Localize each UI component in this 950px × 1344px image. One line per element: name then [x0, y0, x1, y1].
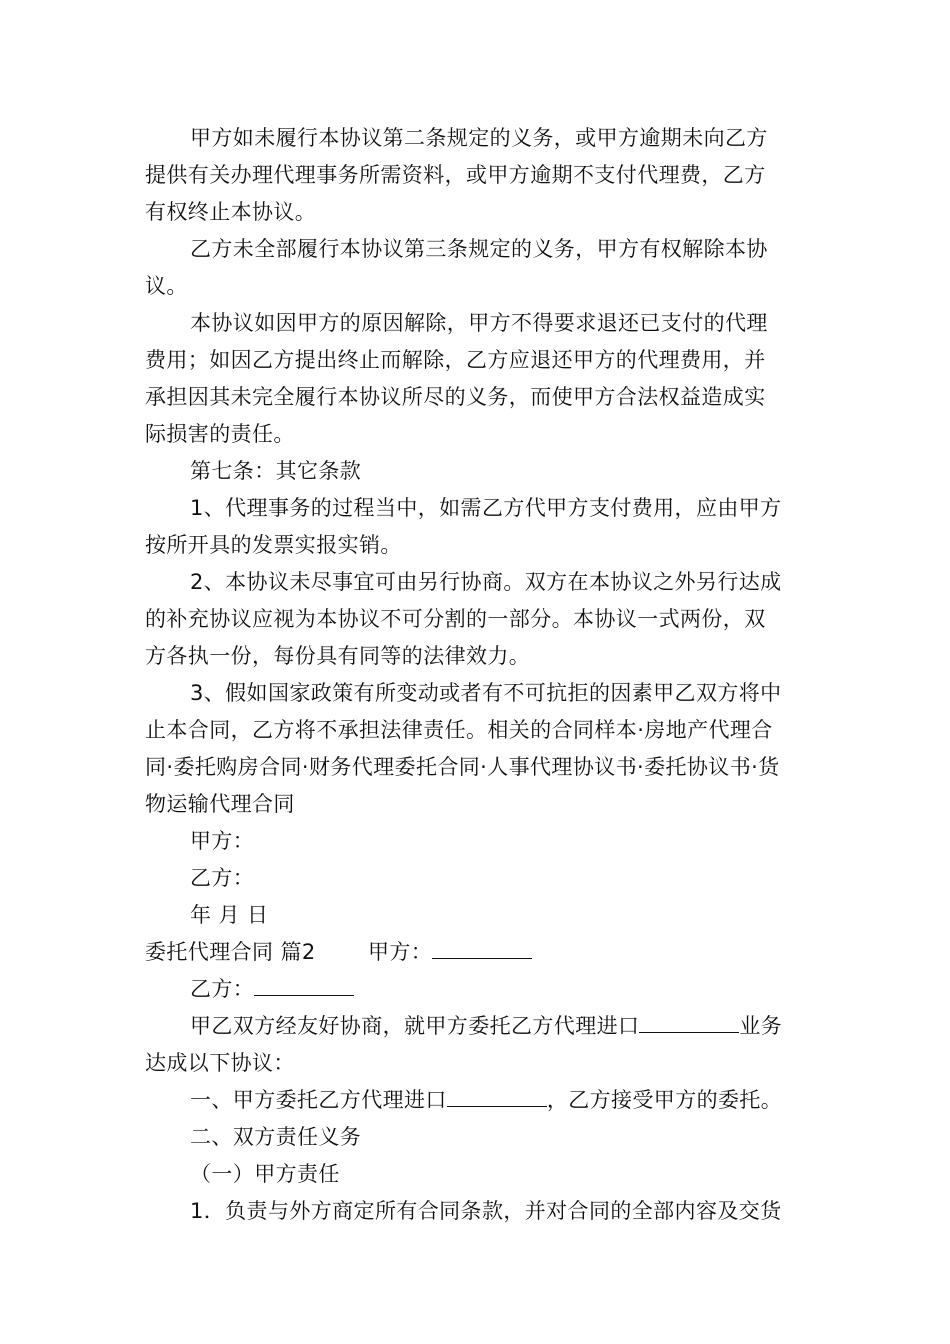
paragraph-line: 承担因其未完全履行本协议所尽的义务，而使甲方合法权益造成实 — [145, 385, 766, 409]
clause-text: 一、甲方委托乙方代理进口 — [190, 1088, 447, 1112]
section-heading: 二、双方责任义务 — [190, 1125, 362, 1149]
paragraph-line: 的补充协议应视为本协议不可分割的一部分。本协议一式两份，双 — [145, 607, 766, 631]
signature-date: 年 月 日 — [190, 903, 269, 927]
party-b-blank — [254, 975, 354, 996]
clause-line: 1．负责与外方商定所有合同条款，并对合同的全部内容及交货 — [190, 1199, 782, 1223]
paragraph-line: 1、代理事务的过程当中，如需乙方代甲方支付费用，应由甲方 — [190, 496, 782, 520]
party-a-blank — [432, 938, 532, 959]
party-a-signature: 甲方： — [190, 829, 255, 853]
section-heading: 第七条：其它条款 — [190, 459, 362, 483]
paragraph-line: 议。 — [145, 274, 188, 298]
paragraph-line: 本协议如因甲方的原因解除，甲方不得要求退还已支付的代理 — [190, 311, 768, 335]
clause-line — [190, 1086, 782, 1114]
paragraph-line: 提供有关办理代理事务所需资料，或甲方逾期不支付代理费，乙方 — [145, 163, 766, 187]
party-b-label: 乙方： — [190, 977, 255, 1001]
party-a-label: 甲方： — [368, 940, 433, 964]
import-item-blank — [639, 1012, 739, 1033]
clause-text: ，乙方接受甲方的委托。 — [546, 1088, 783, 1112]
party-a-field — [368, 938, 532, 966]
paragraph-line — [190, 1012, 782, 1040]
contract-title: 委托代理合同 篇2 — [145, 940, 316, 964]
paragraph-line: 按所开具的发票实报实销。 — [145, 533, 402, 557]
paragraph-text: 业务 — [739, 1014, 783, 1038]
import-item-blank — [447, 1086, 547, 1107]
paragraph-line: 有权终止本协议。 — [145, 200, 317, 224]
paragraph-text: 甲乙双方经友好协商，就甲方委托乙方代理进口 — [190, 1014, 640, 1038]
party-b-field — [190, 975, 354, 1003]
party-b-signature: 乙方： — [190, 866, 255, 890]
paragraph-line: 费用；如因乙方提出终止而解除，乙方应退还甲方的代理费用，并 — [145, 348, 766, 372]
paragraph-line: 3、假如国家政策有所变动或者有不可抗拒的因素甲乙双方将中 — [190, 681, 782, 705]
paragraph-line: 际损害的责任。 — [145, 422, 295, 446]
paragraph-line: 2、本协议未尽事宜可由另行协商。双方在本协议之外另行达成 — [190, 570, 782, 594]
paragraph-line: 方各执一份，每份具有同等的法律效力。 — [145, 644, 531, 668]
paragraph-line: 甲方如未履行本协议第二条规定的义务，或甲方逾期未向乙方 — [190, 126, 768, 150]
paragraph-line: 止本合同，乙方将不承担法律责任。相关的合同样本·房地产代理合 — [145, 718, 773, 742]
paragraph-line: 物运输代理合同 — [145, 792, 295, 816]
paragraph-line: 乙方未全部履行本协议第三条规定的义务，甲方有权解除本协 — [190, 237, 768, 261]
subsection-heading: （一）甲方责任 — [190, 1162, 340, 1186]
paragraph-line: 达成以下协议： — [145, 1051, 295, 1075]
paragraph-line: 同·委托购房合同·财务代理委托合同·人事代理协议书·委托协议书·货 — [145, 755, 780, 779]
